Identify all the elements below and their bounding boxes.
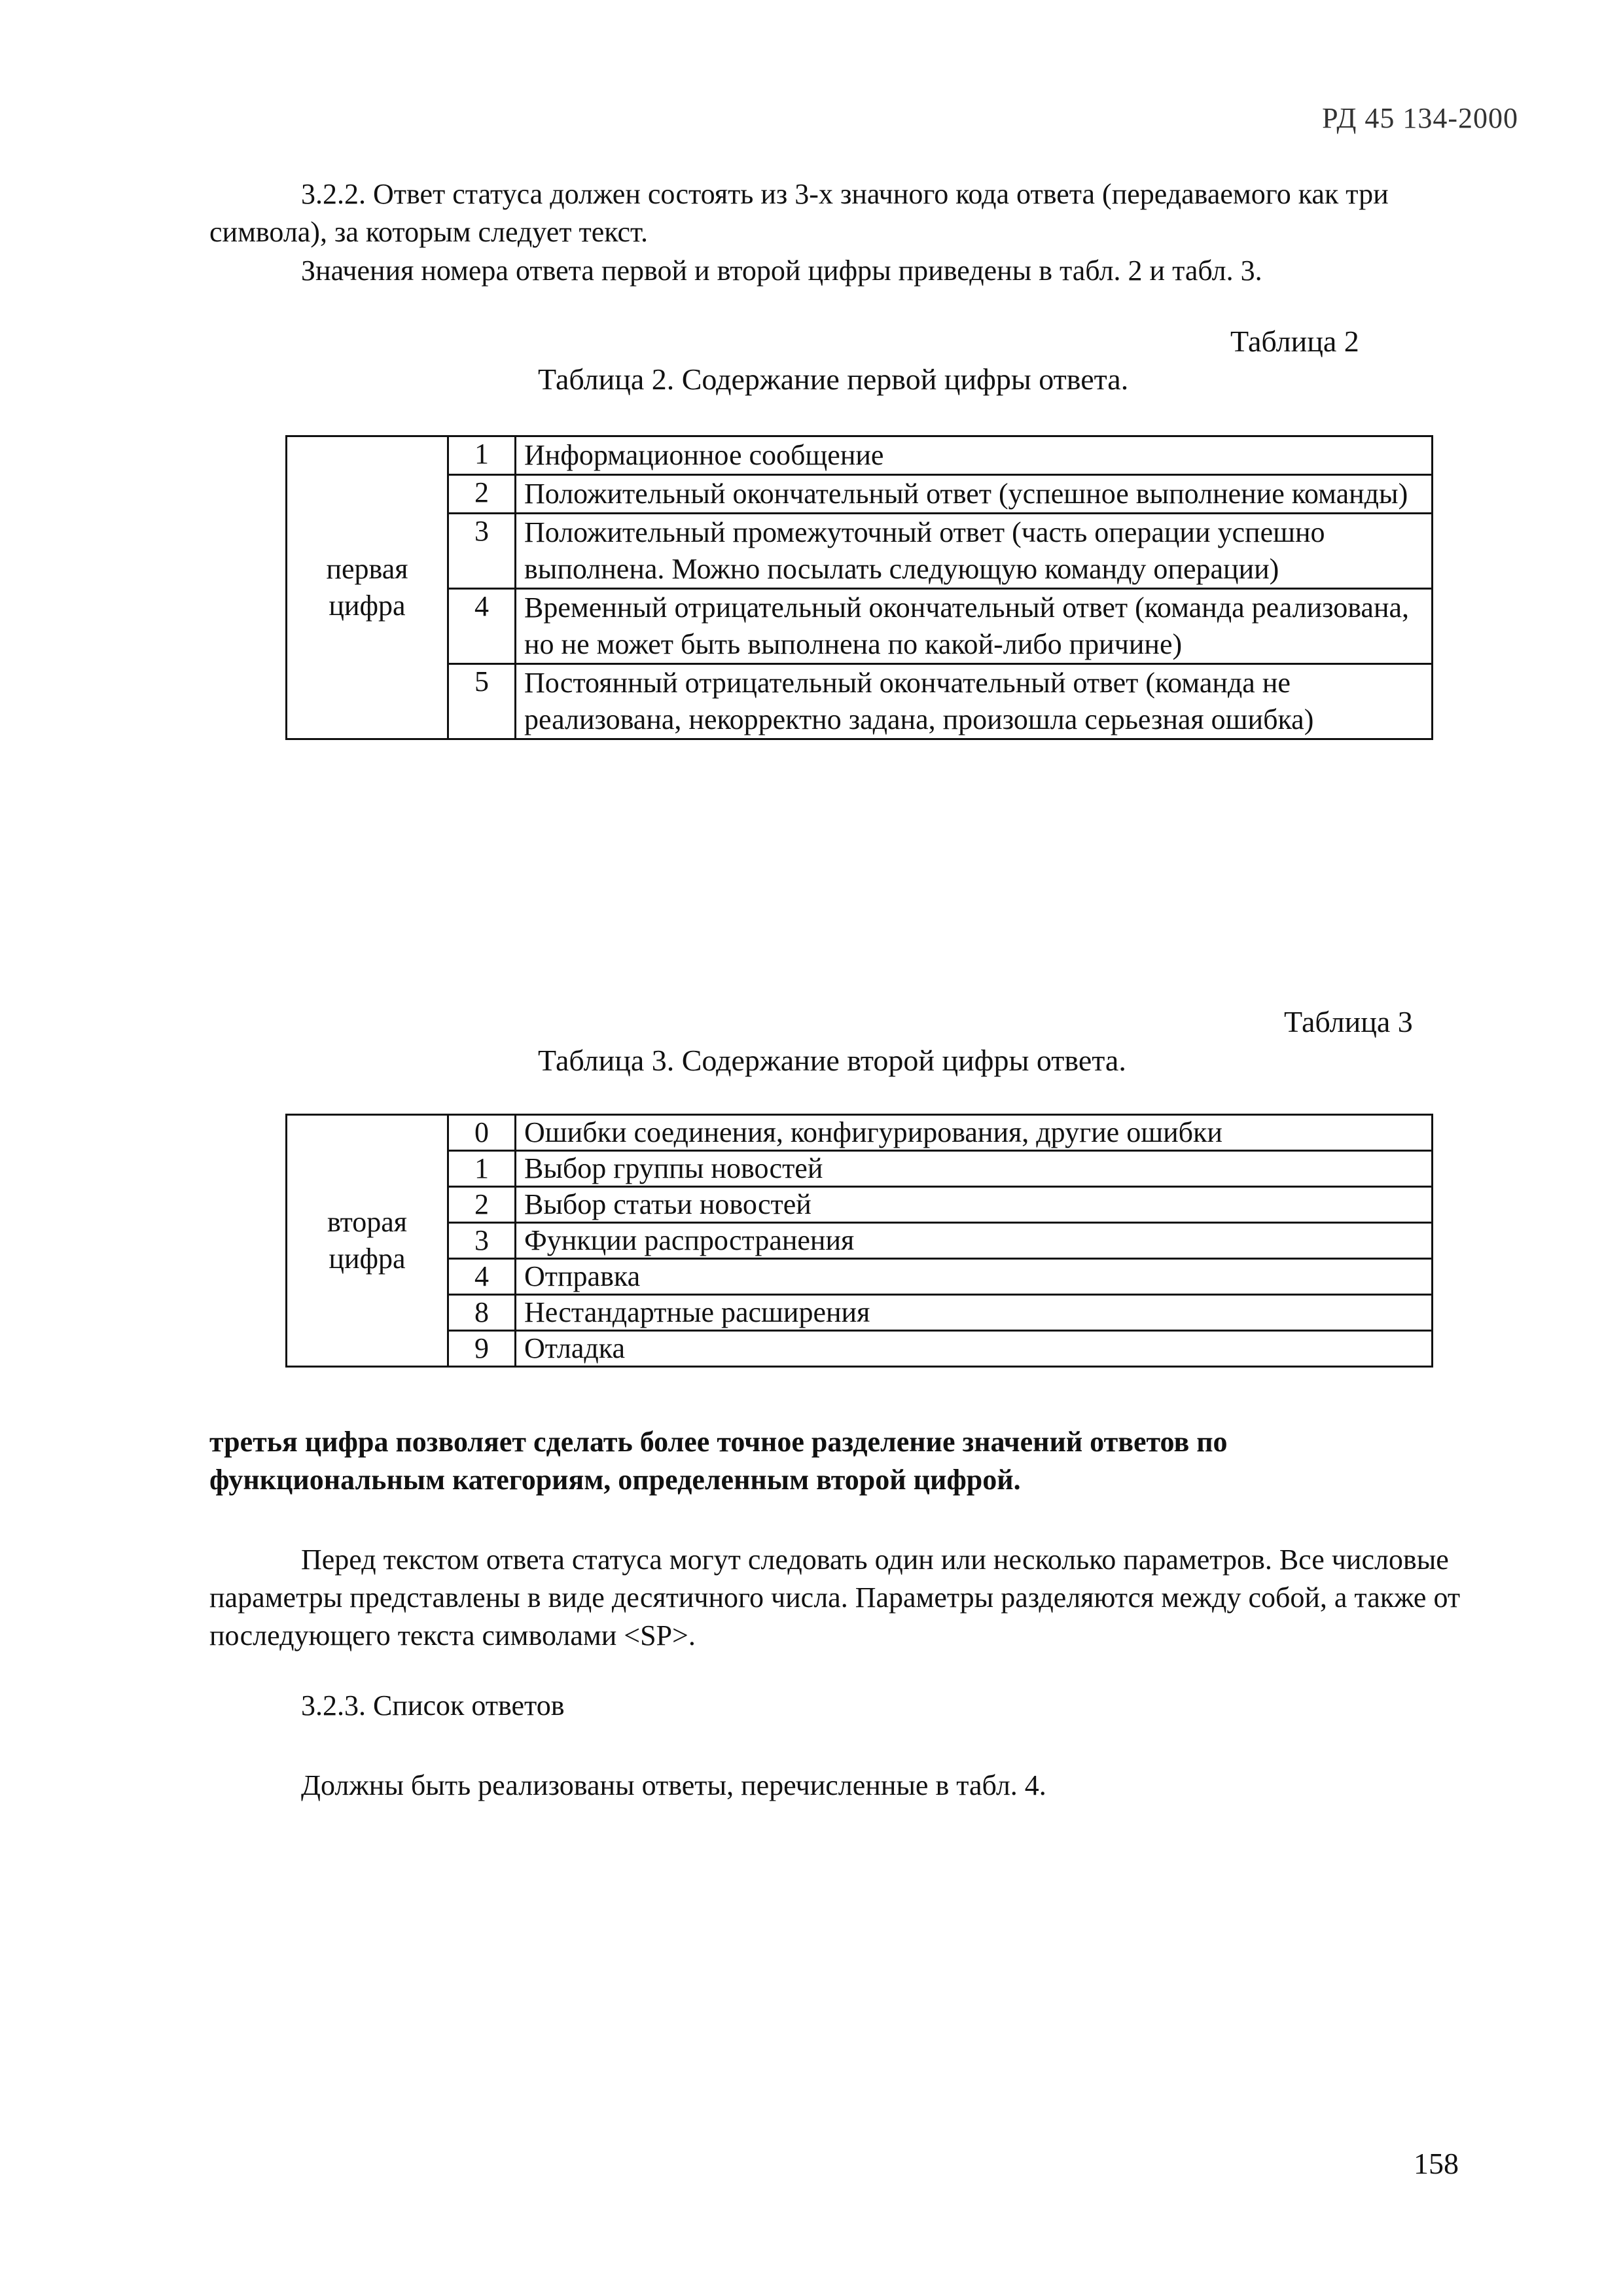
table-row	[287, 514, 1433, 589]
table2-code: 5	[448, 664, 516, 739]
table-row	[287, 1187, 1433, 1223]
table2-description: Временный отрицательный окончательный ответ (команда реализована, но не может быть выполнена по какой-либо причине)	[516, 589, 1433, 664]
table3-description: Ошибки соединения, конфигурирования, другие ошибки	[516, 1115, 1433, 1151]
table2-title: Таблица 2. Содержание первой цифры ответа.	[538, 362, 1129, 396]
table3-description: Отправка	[516, 1259, 1433, 1295]
table-row	[287, 1295, 1433, 1331]
table2-description: Постоянный отрицательный окончательный ответ (команда не реализована, некорректно задана, произошла серьезная ошибка)	[516, 664, 1433, 739]
page-number: 158	[1414, 2147, 1459, 2180]
table2-group-label: первая цифра	[287, 436, 448, 739]
table-row	[287, 1223, 1433, 1259]
table3-code: 9	[448, 1331, 516, 1367]
table3-code: 0	[448, 1115, 516, 1151]
table3-code: 1	[448, 1151, 516, 1187]
table2-code: 1	[448, 436, 516, 475]
table3-description: Отладка	[516, 1331, 1433, 1367]
table2-description: Положительный промежуточный ответ (часть операции успешно выполнена. Можно посылать следующую команду операции)	[516, 514, 1433, 589]
table-row	[287, 1151, 1433, 1187]
table-row	[287, 475, 1433, 514]
table-row	[287, 1115, 1433, 1151]
table3-code: 8	[448, 1295, 516, 1331]
section-title-3-2-3: 3.2.3. Список ответов	[301, 1689, 565, 1722]
paragraph-parameters: Перед текстом ответа статуса могут следовать один или несколько параметров. Все числовые параметры представлены в виде десятичного числа. Параметры разделяются между собой, а также от последующего текста символами <SP>.	[209, 1544, 1461, 1651]
table3-code: 2	[448, 1187, 516, 1223]
table2	[285, 435, 1433, 740]
table2-code: 3	[448, 514, 516, 589]
table3-code: 4	[448, 1259, 516, 1295]
table2-label: Таблица 2	[1230, 325, 1359, 358]
table3-description: Нестандартные расширения	[516, 1295, 1433, 1331]
table-row	[287, 436, 1433, 475]
table-row	[287, 664, 1433, 739]
table2-description: Положительный окончательный ответ (успешное выполнение команды)	[516, 475, 1433, 514]
table3-description: Выбор статьи новостей	[516, 1187, 1433, 1223]
paragraph-responses-list: Должны быть реализованы ответы, перечисленные в табл. 4.	[301, 1769, 1046, 1801]
table2-code: 4	[448, 589, 516, 664]
table3-label: Таблица 3	[1284, 1005, 1413, 1038]
table3-title: Таблица 3. Содержание второй цифры ответа.	[538, 1044, 1126, 1077]
table-row	[287, 1259, 1433, 1295]
table-row	[287, 589, 1433, 664]
table3-group-label: вторая цифра	[287, 1115, 448, 1367]
paragraph-values-reference: Значения номера ответа первой и второй цифры приведены в табл. 2 и табл. 3.	[301, 255, 1262, 287]
table2-code: 2	[448, 475, 516, 514]
table3-code: 3	[448, 1223, 516, 1259]
paragraph-3-2-2: 3.2.2. Ответ статуса должен состоять из 3-х значного кода ответа (передаваемого как три символа), за которым следует текст.	[209, 178, 1389, 248]
table3-description: Выбор группы новостей	[516, 1151, 1433, 1187]
table3-description: Функции распространения	[516, 1223, 1433, 1259]
table2-description: Информационное сообщение	[516, 436, 1433, 475]
table3	[285, 1114, 1433, 1368]
paragraph-third-digit: третья цифра позволяет сделать более точное разделение значений ответов по функциональным категориям, определенным второй цифрой.	[209, 1426, 1228, 1496]
table-row	[287, 1331, 1433, 1367]
document-code: РД 45 134-2000	[1322, 102, 1518, 134]
